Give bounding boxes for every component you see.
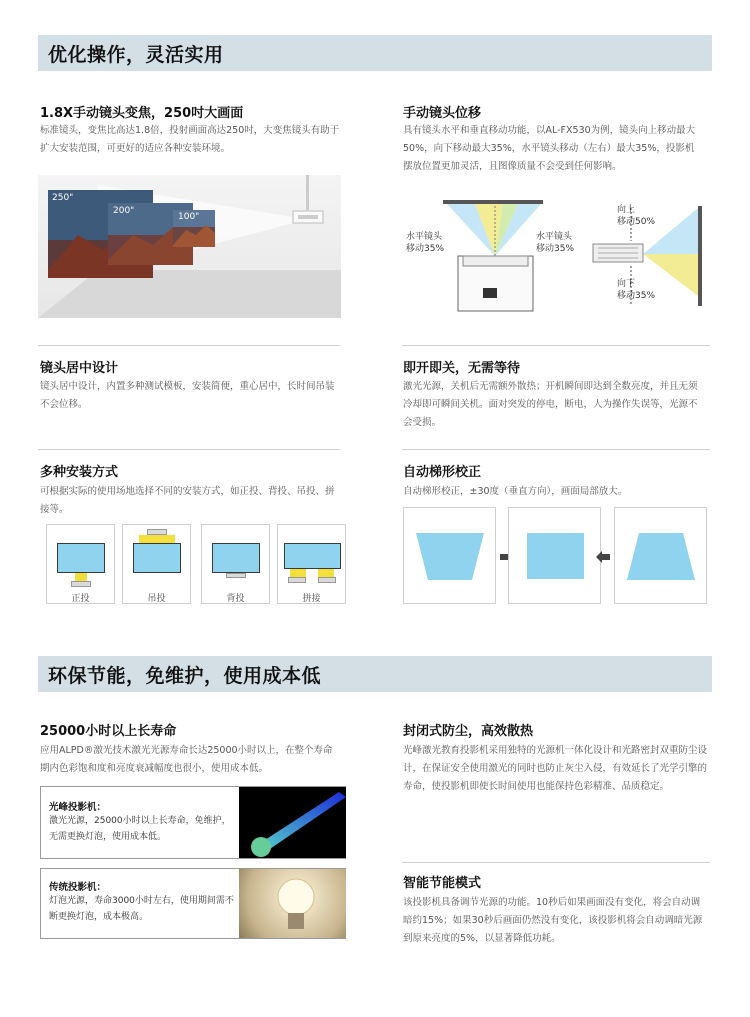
screen — [212, 543, 260, 573]
mount-front — [46, 524, 115, 604]
v-shift-down-label: 向下 移动35% — [617, 279, 656, 301]
eco-description: 该投影机具备调节光源的功能。10秒后如果画面没有变化，将会自动调暗约15%；如果30秒后画面仍然没有变化，该投影机将会自动调暗光源到原来亮度的5%，以显著降低功耗。 — [403, 897, 703, 944]
projector — [288, 577, 306, 583]
projector — [226, 573, 246, 578]
keystone-heading: 自动梯形校正 — [403, 465, 482, 480]
size-label-100: 100" — [178, 212, 200, 222]
mount-label-ceiling: 吊投 — [147, 594, 166, 604]
section-banner-1 — [38, 35, 712, 71]
mount-label-blend: 拼接 — [302, 594, 321, 604]
instant-description: 激光光源，关机后无需额外散热；开机瞬间即达到全数亮度，并且无须冷却即可瞬间关机。面对突发的停电，断电，人为操作失误等，光源不会受损。 — [403, 381, 698, 428]
divider — [402, 862, 710, 863]
center-description: 镜头居中设计，内置多种测试模板，安装简便，重心居中，长时间吊装不会位移。 — [40, 381, 335, 410]
laser-text: 激光光源，25000小时以上长寿命，免维护，无需更换灯泡，使用成本低。 — [49, 816, 231, 842]
screen — [57, 543, 105, 573]
shift-description: 具有镜头水平和垂直移动功能，以AL-FX530为例，镜头向上移动最大50%，向下移动最大35%，水平镜头移动（左右）最大35%，投影机摆放位置更加灵活，且图像质量不会受到任何影响。 — [403, 125, 696, 172]
instant-heading: 即开即关，无需等待 — [403, 361, 521, 376]
eco-heading: 智能节能模式 — [403, 876, 482, 891]
trapezoid-inverted — [404, 508, 497, 605]
zoom-heading: 1.8X手动镜头变焦，250吋大画面 — [40, 106, 244, 121]
divider — [38, 449, 340, 450]
section-title: 环保节能，免维护，使用成本低 — [48, 665, 322, 687]
laser-title: 光峰投影机： — [49, 802, 107, 813]
screen — [133, 543, 181, 573]
center-heading: 镜头居中设计 — [40, 361, 119, 376]
mount-ceiling — [122, 524, 191, 604]
size-label-200: 200" — [113, 206, 135, 216]
lamp-text: 灯泡光源，寿命3000小时左右，使用期间需不断更换灯泡，成本极高。 — [49, 896, 234, 922]
lens-shift-svg — [403, 196, 710, 316]
keystone-after — [614, 507, 707, 604]
v-shift-up-label: 向上 移动50% — [617, 205, 656, 227]
size-label-250: 250" — [52, 193, 74, 203]
zoom-description: 标准镜头，变焦比高达1.8倍，投射画面高达250吋，大变焦镜头有助于扩大安装范围，可更好的适应各种安装环境。 — [40, 125, 340, 154]
keystone-corrected — [508, 507, 601, 604]
sealed-heading: 封闭式防尘，高效散热 — [403, 724, 534, 739]
divider — [38, 345, 340, 346]
zoom-illustration — [38, 175, 341, 318]
bulb-image — [239, 869, 346, 938]
sealed-description: 光峰激光教育投影机采用独特的光源机一体化设计和光路密封双重防尘设计，在保证安全使用激光的同时也防止灰尘入侵，有效延长了光学引擎的寿命，使投影机即使长时间使用也能保持色彩精准、品质稳定。 — [403, 745, 708, 792]
mount-label-rear: 背投 — [226, 594, 245, 604]
lamp-title: 传统投影机： — [49, 882, 107, 893]
mounting-description: 可根据实际的使用场地选择不同的安装方式，如正投、背投、吊投、拼接等。 — [40, 486, 335, 515]
life-heading: 25000小时以上长寿命 — [40, 724, 177, 739]
projector — [318, 577, 336, 583]
screen — [284, 543, 341, 569]
divider — [402, 449, 710, 450]
lamp-compare-card — [40, 868, 346, 939]
mount-label-front: 正投 — [71, 594, 90, 604]
shift-diagram — [403, 196, 710, 316]
mount-rear — [201, 524, 270, 604]
mounting-heading: 多种安装方式 — [40, 465, 119, 480]
laser-compare-card — [40, 786, 346, 859]
light-bulb-icon — [239, 869, 346, 938]
section-title: 优化操作，灵活实用 — [48, 44, 224, 66]
h-shift-left-label: 水平镜头 移动35% — [406, 232, 445, 254]
arrow-left-icon — [596, 548, 610, 560]
life-description: 应用ALPD®激光技术激光光源寿命长达25000小时以上，在整个寿命期内色彩饱和度和亮度衰减幅度也很小，使用成本低。 — [40, 745, 333, 774]
keystone-before — [403, 507, 496, 604]
projector — [71, 581, 91, 587]
keystone-description: 自动梯形校正，±30度（垂直方向），画面局部放大。 — [403, 486, 628, 497]
mount-blend — [277, 524, 346, 604]
section-banner-2 — [38, 656, 712, 692]
h-shift-right-label: 水平镜头 移动35% — [536, 232, 575, 254]
laser-image — [239, 787, 346, 858]
trapezoid-upright — [615, 508, 708, 605]
zoom-diagram — [38, 175, 341, 318]
shift-heading: 手动镜头位移 — [403, 106, 482, 121]
divider — [402, 345, 710, 346]
